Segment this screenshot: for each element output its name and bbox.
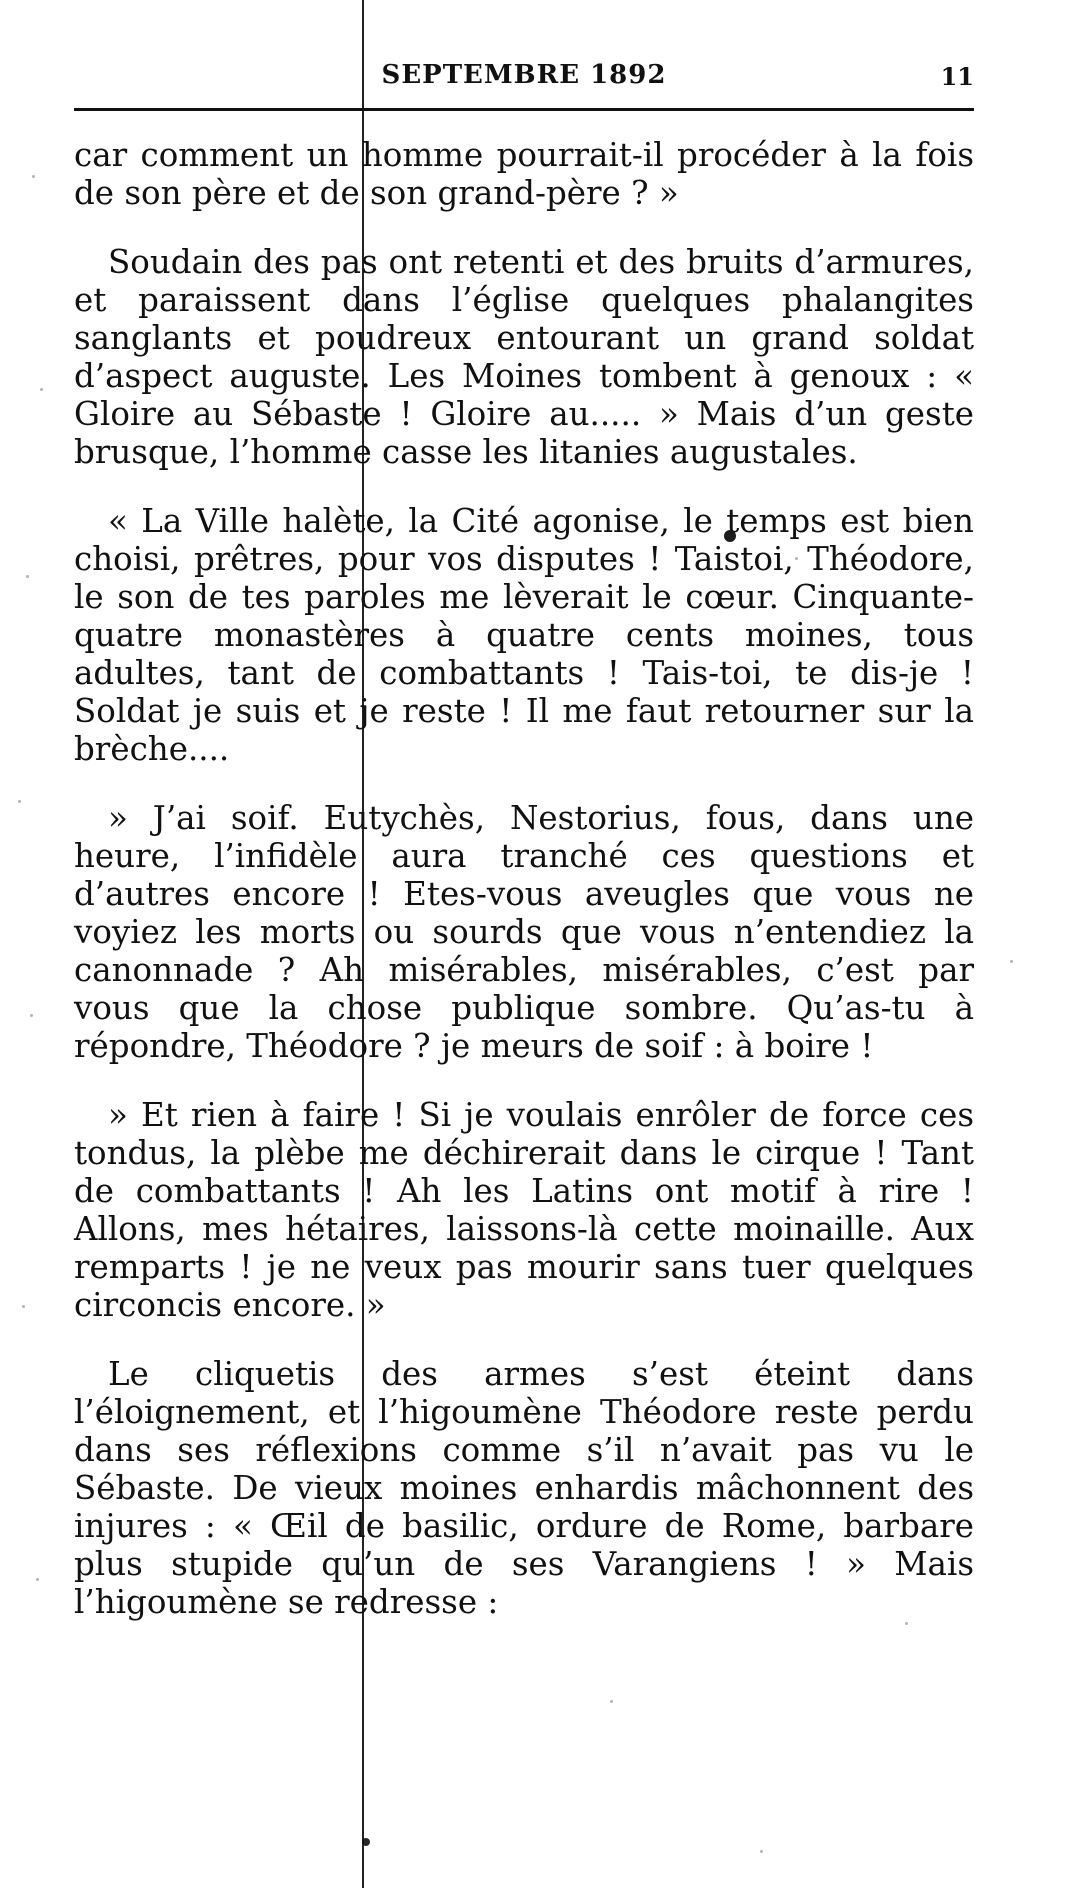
paragraph-6: Le cliquetis des armes s’est éteint dans l’éloignement, et l’higoumène Théodore reste perdu dans ses réflexions comme s’il n’avait pas vu le Sébaste. De vieux moines enhardis mâchonnent des injures : « Œil de basilic, ordure de Rome, barbare plus stupide qu’un de ses Varangiens ! » Mais l’higoumène se redresse :: [74, 1355, 974, 1621]
scan-speck: [26, 575, 29, 578]
paragraph-1: car comment un homme pourrait-il procéder à la fois de son père et de son grand-père ? »: [74, 136, 974, 212]
scan-speck: [32, 175, 35, 178]
scan-speck: [1010, 960, 1013, 963]
scan-speck: [40, 388, 43, 391]
paragraph-5: » Et rien à faire ! Si je voulais enrôler de force ces tondus, la plèbe me déchirerait dans le cirque ! Tant de combattants ! Ah les Latins ont motif à rire ! Allons, mes hétaires, laissons-là cette moinaille. Aux remparts ! je ne veux pas mourir sans tuer quelques circoncis encore. »: [74, 1096, 974, 1324]
scan-speck: [36, 1578, 39, 1581]
running-header: [74, 60, 974, 108]
scan-speck: [18, 800, 21, 803]
paragraph-2: Soudain des pas ont retenti et des bruits d’armures, et paraissent dans l’église quelques phalangites sanglants et poudreux entourant un grand soldat d’aspect auguste. Les Moines tombent à genoux : « Gloire au Sébaste ! Gloire au..... » Mais d’un geste brusque, l’homme casse les litanies augustales.: [74, 243, 974, 471]
running-title: SEPTEMBRE 1892: [381, 60, 667, 90]
scan-speck: [760, 1850, 763, 1853]
scan-speck: [610, 1700, 613, 1703]
paragraph-3: « La Ville halète, la Cité agonise, le temps est bien choisi, prêtres, pour vos disputes ! Taistoi, Théodore, le son de tes paroles me lèverait le cœur. Cinquante-quatre monastères à quatre cents moines, tous adultes, tant de combattants ! Tais-toi, te dis-je ! Soldat je suis et je reste ! Il me faut retourner sur la brèche....: [74, 502, 974, 768]
body-text: [74, 136, 974, 1652]
scan-speck: [30, 1014, 33, 1017]
scan-speck: [362, 1838, 370, 1846]
scan-speck: [22, 1305, 25, 1308]
paragraph-4: » J’ai soif. Eutychès, Nestorius, fous, dans une heure, l’infidèle aura tranché ces questions et d’autres encore ! Etes-vous aveugles que vous ne voyiez les morts ou sourds que vous n’entendiez la canonnade ? Ah misérables, misérables, c’est par vous que la chose publique sombre. Qu’as-tu à répondre, Théodore ? je meurs de soif : à boire !: [74, 799, 974, 1065]
page-number: 11: [940, 62, 974, 91]
header-rule: [74, 108, 974, 111]
